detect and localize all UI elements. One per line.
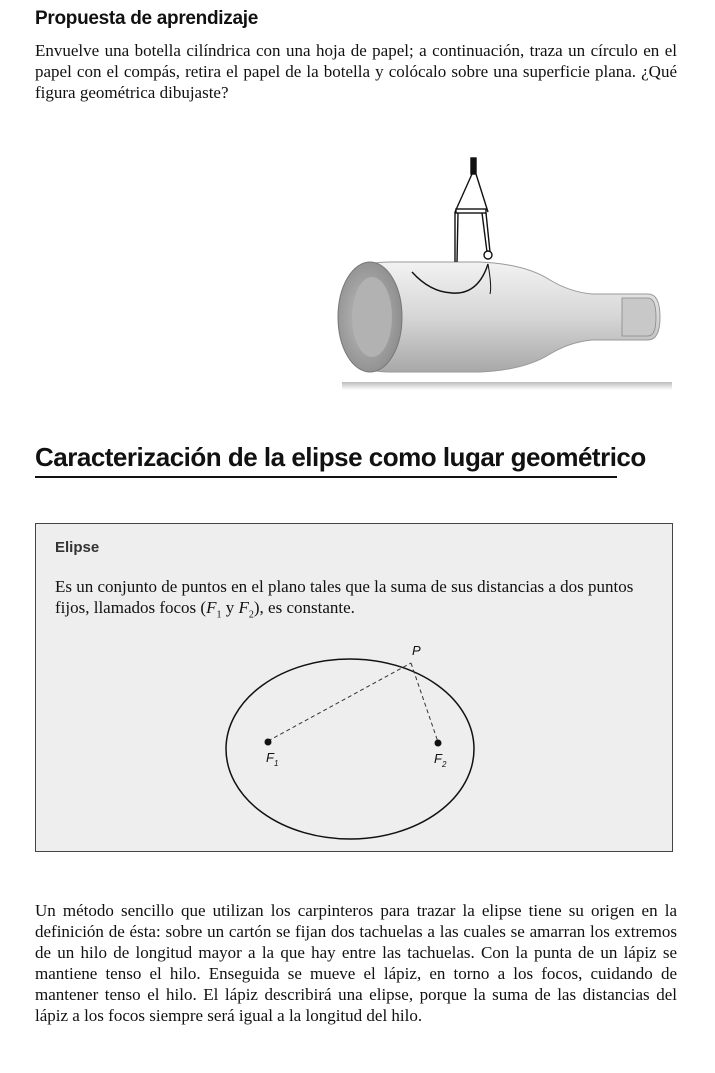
focus2-dot — [435, 740, 442, 747]
conjunction: y — [221, 598, 239, 617]
intro-paragraph: Envuelve una botella cilíndrica con una hoja de papel; a continuación, traza un círculo en el papel con el compás, retira el papel de la botella y colócalo sobre una superficie plana. ¿Qué figura geométrica dibujaste? — [35, 41, 677, 102]
definition-text — [55, 576, 655, 625]
focus1-dot — [265, 739, 272, 746]
definition-box — [35, 523, 673, 852]
compass-icon — [455, 158, 492, 262]
ellipse-diagram — [216, 639, 496, 849]
distance-line-f2 — [411, 663, 438, 742]
focus1-subscript: 1 — [216, 609, 222, 621]
table-shadow — [342, 382, 672, 390]
focus2-symbol: F — [238, 598, 249, 617]
distance-line-f1 — [268, 663, 411, 741]
bottle-body — [368, 262, 660, 372]
closing-paragraph: Un método sencillo que utilizan los carpinteros para trazar la elipse tiene su origen en la definición de ésta: sobre un cartón se fijan dos tachuelas a las cuales se amarran los extremos de un hilo de longitud mayor a la que hay entre las tachuelas. Con la punta de un lápiz se mantiene tenso el hilo. Enseguida se mueve el lápiz, en torno a los focos, cuidando de mantener tenso el hilo. El lápiz describirá una elipse, porque la suma de las distancias del lápiz a los focos siempre será igual a la longitud del hilo. — [35, 901, 677, 1025]
definition-text-start: Es un conjunto de puntos en el plano tales que la suma de sus distancias a dos puntos fijos, llamados focos ( — [55, 577, 634, 617]
section-heading-learning-proposal: Propuesta de aprendizaje — [35, 8, 258, 29]
focus1-symbol: F — [206, 598, 217, 617]
ellipse-curve — [226, 659, 474, 839]
focus2-subscript: 2 — [248, 609, 254, 621]
section-heading-ellipse: Caracterización de la elipse como lugar geométrico — [35, 442, 617, 478]
point-p-label: P — [412, 643, 421, 658]
focus1-label: $F_1$ — [266, 750, 279, 768]
bottle-base-inner — [352, 277, 392, 357]
definition-text-end: ), es constante. — [253, 598, 355, 617]
focus2-label: $F_2$ — [434, 751, 447, 769]
bottle-neck-highlight — [622, 298, 656, 336]
bottle-compass-illustration — [330, 152, 690, 402]
definition-title: Elipse — [55, 539, 100, 556]
